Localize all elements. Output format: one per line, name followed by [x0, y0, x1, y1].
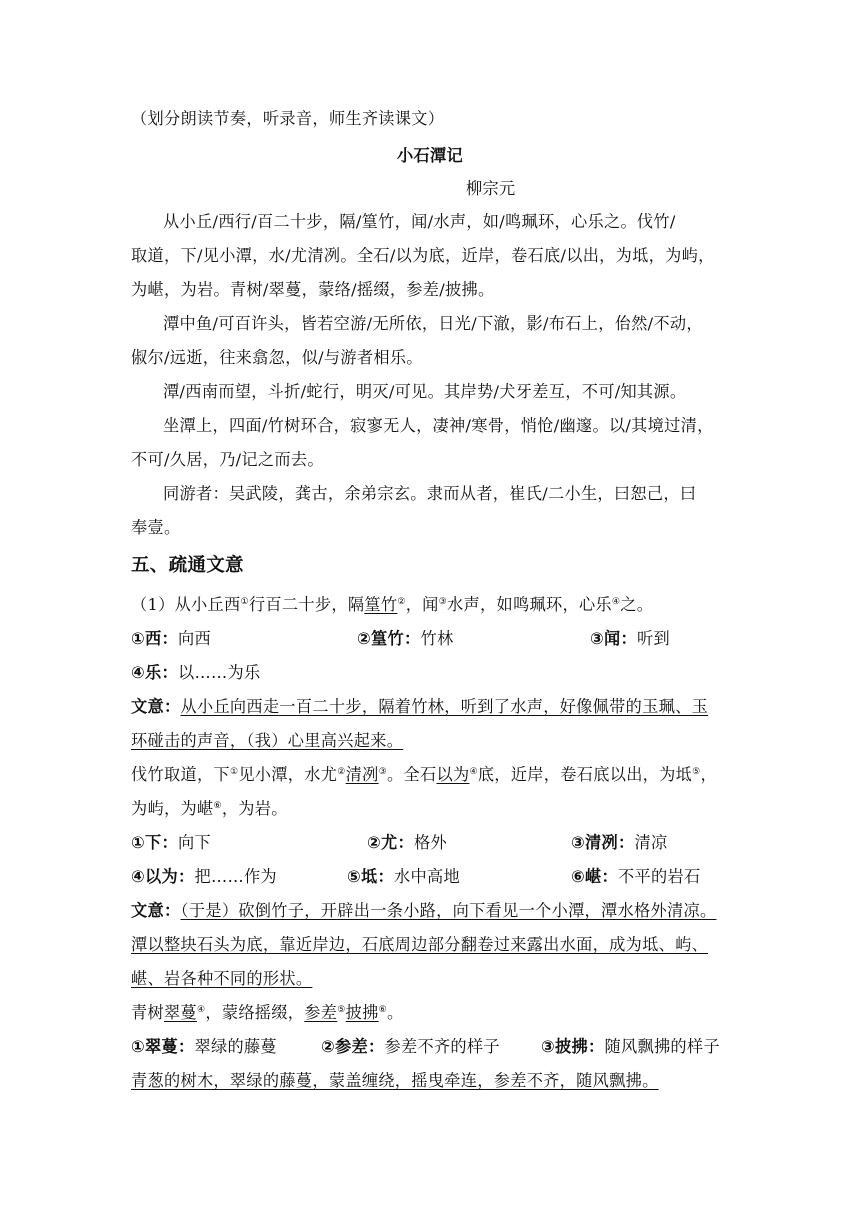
footnote-marker: ⑥ — [378, 1005, 387, 1015]
text-line: 不可/久居，乃/记之而去。 — [131, 450, 324, 469]
meaning-text: （于是）砍倒竹子，开辟出一条小路，向下看见一个小潭，潭水格外清凉。 — [180, 901, 717, 920]
text-line: 同游者：吴武陵，龚古，余弟宗玄。隶而从者，崔氏/二小生，曰恕己，曰 — [163, 484, 697, 503]
text-line: 坐潭上，四面/竹树环合，寂寥无人，凄神/寒骨，悄怆/幽邃。以/其境过清， — [163, 416, 714, 435]
text-line: 潭/西南而望，斗折/蛇行，明灭/可见。其岸势/犬牙差互，不可/知其源。 — [163, 382, 687, 401]
gloss-item: ①西：向西 — [131, 629, 211, 648]
gloss-term: ④以为 — [131, 867, 178, 886]
s1-part: ，闻 — [405, 595, 439, 614]
s1-prefix: （1）从小丘西 — [131, 595, 241, 614]
gloss-term: ②参差 — [321, 1037, 368, 1056]
meaning-text: 潭以整块石头为底，靠近岸边，石底周边部分翻卷过来露出水面，成为坻、屿、 — [131, 935, 709, 954]
gloss-item: ②篁竹：竹林 — [357, 629, 454, 648]
footnote-marker: ① — [240, 597, 249, 607]
footnote-marker: ③ — [438, 597, 448, 607]
s1-part: 水声，如鸣珮环，心乐 — [447, 595, 612, 614]
s2-part: 伐竹取道，下 — [131, 765, 230, 784]
section-heading: 五、疏通文意 — [131, 555, 244, 576]
text-line: 为嵁，为岩。青树/翠蔓，蒙络/摇缀，参差/披拂。 — [131, 280, 495, 299]
text-line: 从小丘/西行/百二十步，隔/篁竹，闻/水声，如/鸣珮环，心乐之。伐竹/ — [163, 212, 676, 231]
gloss-definition: 格外 — [414, 833, 447, 852]
footnote-marker: ④ — [469, 767, 478, 777]
gloss-item: ④以为：把……作为 — [131, 867, 277, 886]
author-name: 柳宗元 — [466, 179, 516, 198]
underlined-word: 翠蔓 — [163, 1003, 197, 1022]
s2-part: 见小潭，水尤 — [238, 765, 338, 784]
footnote-marker: ⑤ — [337, 1005, 346, 1015]
sentence-1 — [131, 594, 731, 616]
text-line: 取道，下/见小潭，水/尤清冽。全石/以为底，近岸，卷石底/以出，为坻，为屿， — [131, 246, 715, 265]
footnote-marker: ⑤ — [692, 767, 701, 777]
meaning-line — [131, 934, 731, 956]
gloss-item: ①翠蔓：翠绿的藤蔓 — [131, 1037, 277, 1056]
sentence-2 — [131, 764, 731, 786]
gloss-item: ②参差：参差不齐的样子 — [321, 1037, 500, 1056]
footnote-marker: ⑥ — [213, 801, 222, 811]
gloss-definition: 随风飘拂的样子 — [604, 1037, 720, 1056]
gloss-item: ④乐：以……为乐 — [131, 663, 261, 682]
gloss-definition: 水中高地 — [394, 867, 460, 886]
underlined-word: 披拂 — [345, 1003, 379, 1022]
s3-part: ，蒙络摇缀， — [205, 1003, 305, 1022]
gloss-term: ③清冽 — [571, 833, 618, 852]
footnote-marker: ② — [337, 767, 346, 777]
gloss-term: ②尤 — [367, 833, 398, 852]
gloss-term: ①翠蔓 — [131, 1037, 178, 1056]
s1-part: 之。 — [620, 595, 654, 614]
s2-part: 。全石 — [386, 765, 437, 784]
gloss-term: ④乐 — [131, 663, 162, 682]
underlined-word: 篁竹 — [364, 595, 398, 614]
gloss-definition: 竹林 — [420, 629, 454, 648]
s2-part: ， — [700, 765, 718, 784]
meaning-line — [131, 900, 731, 922]
gloss-item: ③闻：听到 — [590, 629, 670, 648]
meaning-label: 文意： — [131, 697, 181, 716]
gloss-item: ⑥嵁：不平的岩石 — [571, 867, 701, 886]
gloss-item: ②尤：格外 — [367, 833, 447, 852]
footnote-marker: ③ — [378, 767, 387, 777]
meaning-text: 环碰击的声音，（我）心里高兴起来。 — [131, 731, 404, 750]
s1-part: 行百二十步，隔 — [248, 595, 365, 614]
gloss-item: ③披拂：随风飘拂的样子 — [541, 1037, 720, 1056]
s2-part: 为屿，为嵁 — [131, 799, 214, 818]
gloss-item: ③清冽：清凉 — [571, 833, 668, 852]
meaning-line — [131, 968, 731, 990]
s3-part: 。 — [387, 1003, 404, 1022]
footnote-marker: ④ — [611, 597, 621, 607]
s2-part: ，为岩。 — [221, 799, 288, 818]
gloss-term: ⑥嵁 — [571, 867, 602, 886]
text-line: 奉壹。 — [131, 518, 181, 537]
sentence-3 — [131, 1002, 731, 1024]
footnote-marker: ④ — [196, 1005, 206, 1015]
essay-title: 小石潭记 — [397, 146, 463, 165]
s3-part: 青树 — [131, 1003, 164, 1022]
gloss-definition: 清凉 — [634, 833, 668, 852]
meaning-text: 嵁、岩各种不同的形状。 — [131, 969, 313, 988]
meaning-label: 文意： — [131, 901, 181, 920]
meaning-line — [131, 730, 731, 752]
gloss-definition: 把……作为 — [194, 867, 277, 886]
gloss-term: ③闻 — [590, 629, 621, 648]
s2-part: 底，近岸，卷石底以出，为坻 — [477, 765, 693, 784]
meaning-text: 青葱的树木，翠绿的藤蔓，蒙盖缠绕，摇曳牵连，参差不齐，随风飘拂。 — [131, 1071, 659, 1090]
meaning-line — [131, 1070, 731, 1092]
text-line: 潭中鱼/可百许头，皆若空游/无所依，日光/下澈，影/布石上，佁然/不动， — [163, 314, 703, 333]
underlined-word: 参差 — [304, 1003, 338, 1022]
gloss-definition: 以……为乐 — [178, 663, 261, 682]
gloss-term: ③披拂 — [541, 1037, 588, 1056]
gloss-item: ⑤坻：水中高地 — [347, 867, 460, 886]
footnote-marker: ② — [397, 597, 406, 607]
gloss-term: ①下 — [131, 833, 162, 852]
meaning-line — [131, 696, 731, 718]
gloss-term: ②篁竹 — [357, 629, 404, 648]
meaning-text: 从小丘向西走一百二十步，隔着竹林，听到了水声，好像佩带的玉珮、玉 — [180, 697, 709, 716]
sentence-2-cont — [131, 798, 731, 820]
gloss-term: ⑤坻 — [347, 867, 378, 886]
underlined-word: 清冽 — [345, 765, 379, 784]
gloss-item: ①下：向下 — [131, 833, 211, 852]
footnote-marker: ① — [229, 767, 239, 777]
gloss-definition: 翠绿的藤蔓 — [194, 1037, 277, 1056]
gloss-definition: 向西 — [178, 629, 211, 648]
underlined-word: 以为 — [436, 765, 470, 784]
gloss-definition: 参差不齐的样子 — [384, 1037, 500, 1056]
gloss-definition: 向下 — [178, 833, 211, 852]
gloss-term: ①西 — [131, 629, 162, 648]
gloss-definition: 不平的岩石 — [618, 867, 701, 886]
text-line: 俶尔/远逝，往来翕忽，似/与游者相乐。 — [131, 348, 423, 367]
intro-note: （划分朗读节奏，听录音，师生齐读课文） — [131, 109, 445, 128]
gloss-definition: 听到 — [637, 629, 670, 648]
